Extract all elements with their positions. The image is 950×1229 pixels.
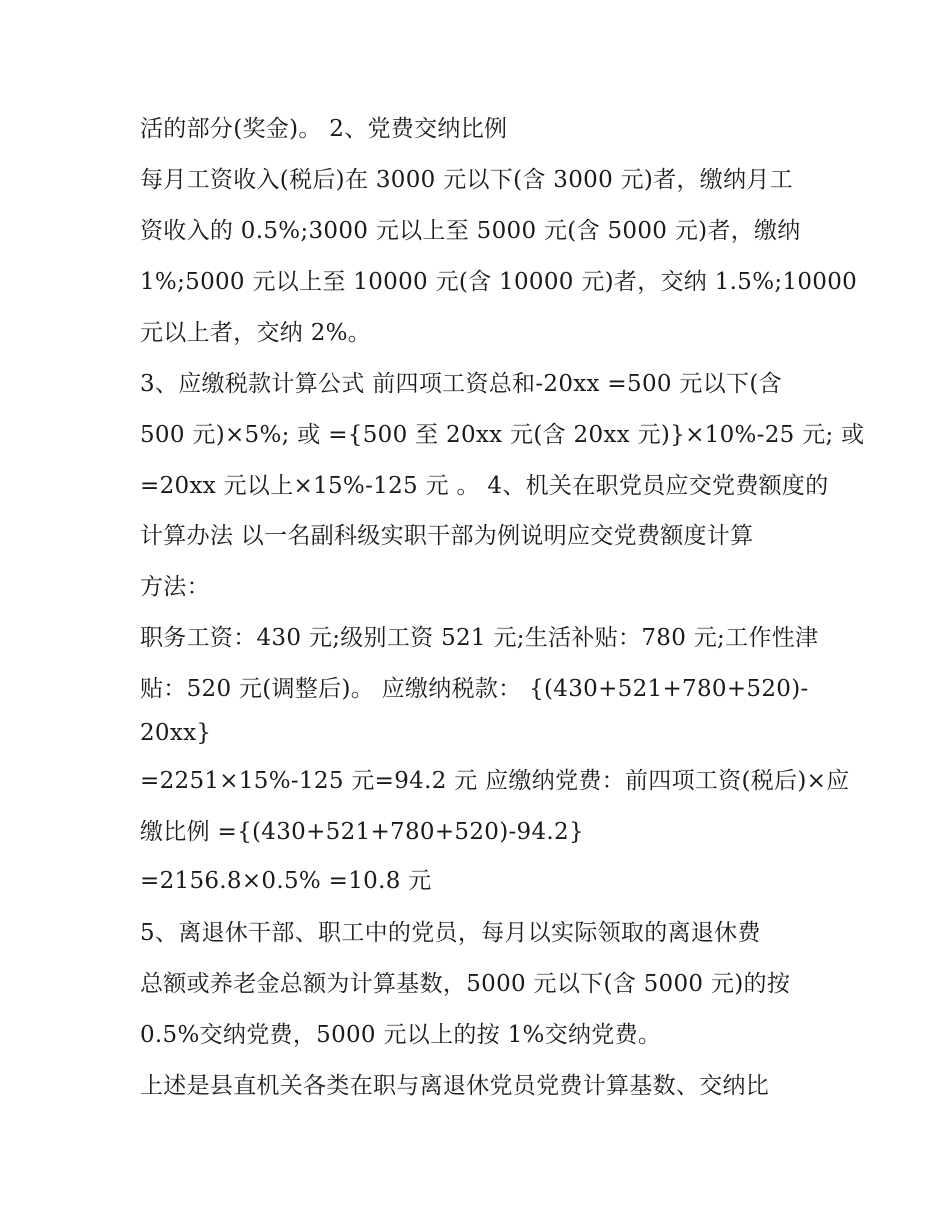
text-line: 贴：520 元(调整后)。 应缴纳税款： {(430+521+780+520)- [140,676,809,702]
text-line: 上述是县直机关各类在职与离退休党员党费计算基数、交纳比 [140,1073,770,1099]
text-line: 职务工资：430 元;级别工资 521 元;生活补贴：780 元;工作性津 [140,625,819,651]
text-line: 500 元)×5%; 或 ={500 至 20xx 元(含 20xx 元)}×10%-25 元; 或 [140,422,865,448]
text-line: 缴比例 ={(430+521+780+520)-94.2} [140,819,584,845]
text-line: =2251×15%-125 元=94.2 元 应缴纳党费：前四项工资(税后)×应 [140,768,850,794]
text-line: 0.5%交纳党费，5000 元以上的按 1%交纳党费。 [140,1022,662,1048]
text-line: =20xx 元以上×15%-125 元 。 4、机关在职党员应交党费额度的 [140,473,829,499]
text-line: 元以上者，交纳 2%。 [140,320,372,346]
text-line: 资收入的 0.5%;3000 元以上至 5000 元(含 5000 元)者，缴纳 [140,218,801,244]
text-line: 每月工资收入(税后)在 3000 元以下(含 3000 元)者，缴纳月工 [140,167,794,193]
text-line: 活的部分(奖金)。 2、党费交纳比例 [140,116,508,142]
text-line: 20xx} [140,720,212,746]
text-line: 方法： [140,574,210,600]
text-line: 1%;5000 元以上至 10000 元(含 10000 元)者，交纳 1.5%;10000 [140,269,858,295]
text-line: 计算办法 以一名副科级实职干部为例说明应交党费额度计算 [140,523,754,549]
text-line: =2156.8×0.5% =10.8 元 [140,868,432,894]
text-line: 总额或养老金总额为计算基数，5000 元以下(含 5000 元)的按 [140,971,791,997]
text-line: 3、应缴税款计算公式 前四项工资总和-20xx =500 元以下(含 [140,371,782,397]
text-line: 5、离退休干部、职工中的党员，每月以实际领取的离退休费 [140,920,761,946]
